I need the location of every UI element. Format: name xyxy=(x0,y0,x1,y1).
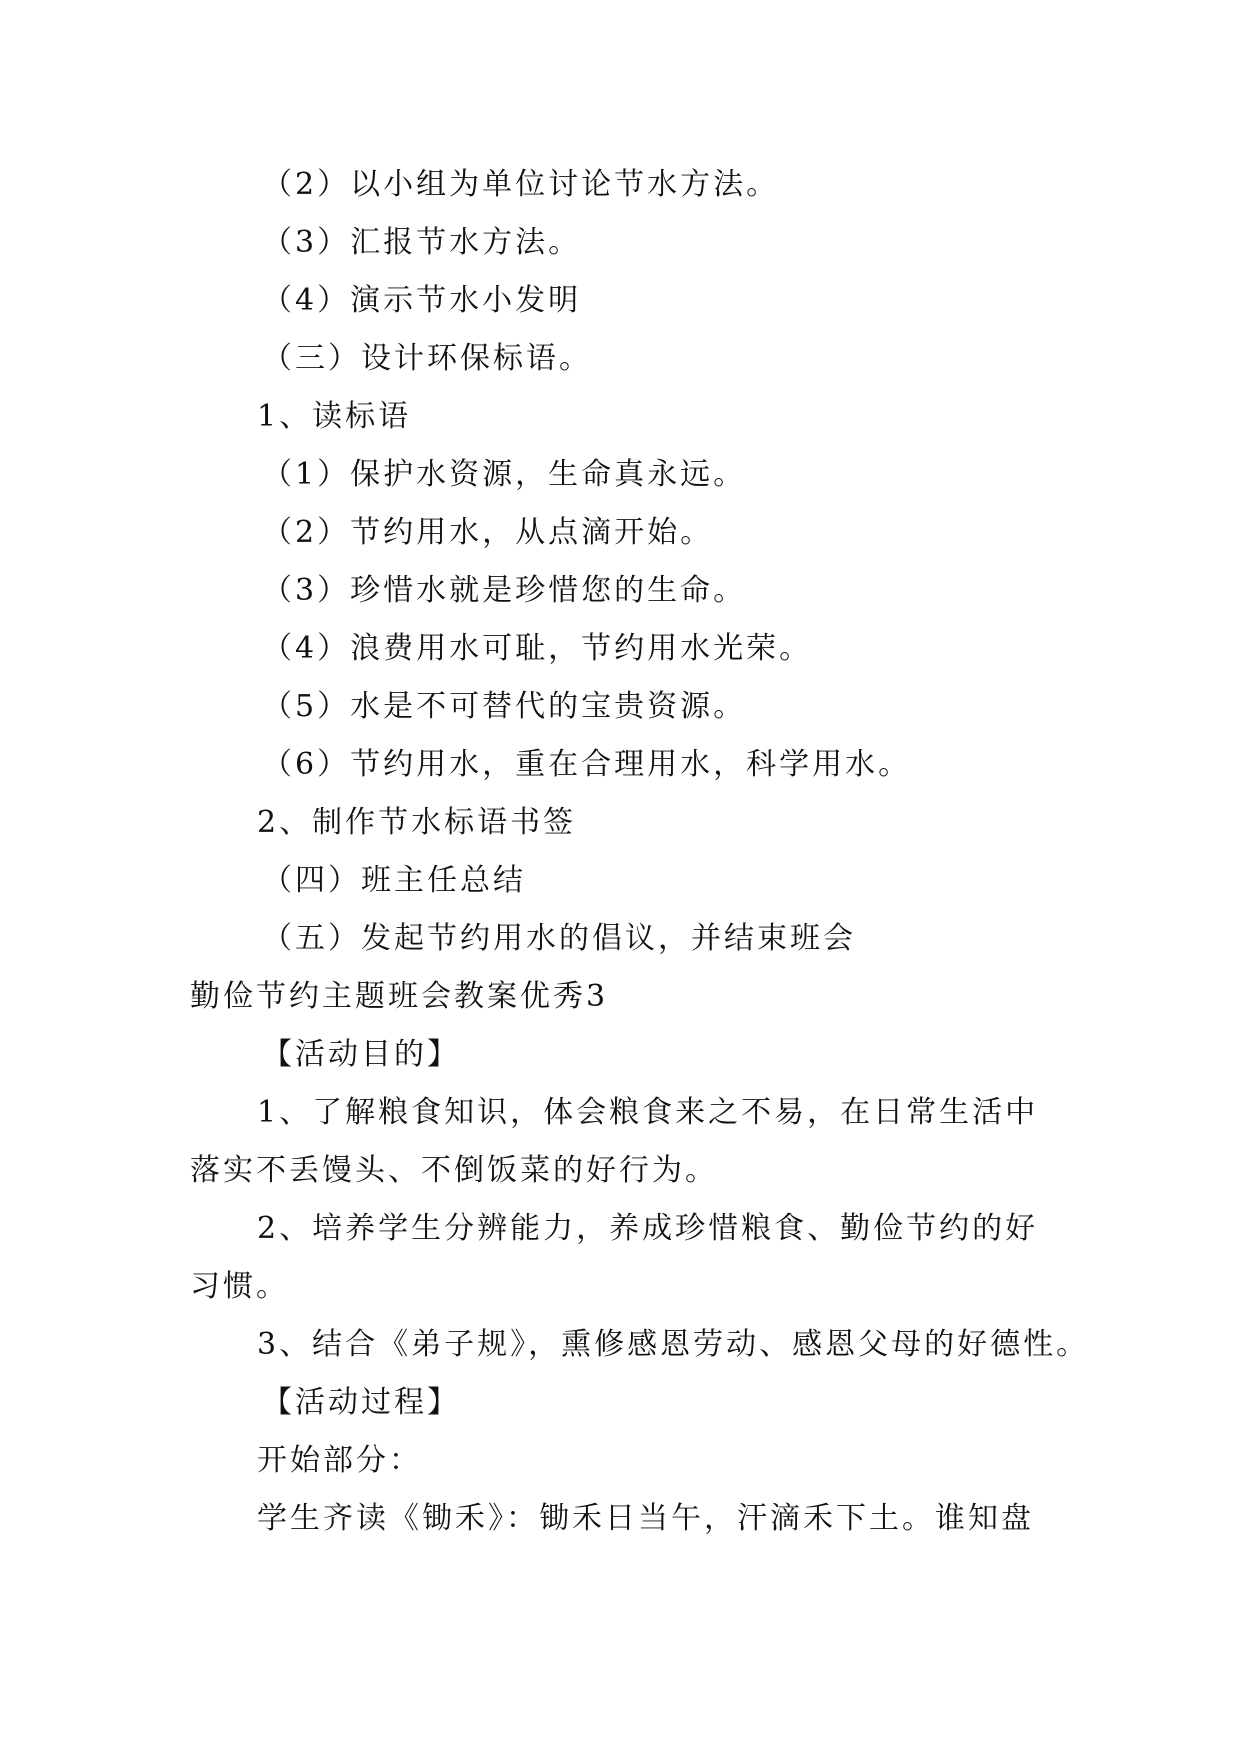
text-line: （6）节约用水，重在合理用水，科学用水。 xyxy=(262,747,912,782)
text-line: 2、培养学生分辨能力，养成珍惜粮食、勤俭节约的好 xyxy=(257,1211,1039,1246)
text-line: （2）节约用水，从点滴开始。 xyxy=(262,515,714,550)
text-line: （1）保护水资源，生命真永远。 xyxy=(262,457,747,492)
text-line: 学生齐读《锄禾》：锄禾日当午，汗滴禾下土。谁知盘 xyxy=(257,1501,1034,1536)
text-line: 【活动目的】 xyxy=(262,1037,460,1072)
text-line: 习惯。 xyxy=(190,1269,289,1304)
text-line: （四）班主任总结 xyxy=(262,863,526,898)
text-line: （3）汇报节水方法。 xyxy=(262,225,582,260)
text-line: （4）演示节水小发明 xyxy=(262,283,582,318)
text-line: 1、读标语 xyxy=(257,399,412,434)
text-line: 2、制作节水标语书签 xyxy=(257,805,577,840)
text-line: 开始部分： xyxy=(257,1443,422,1478)
text-line: （三）设计环保标语。 xyxy=(262,341,592,376)
text-line: 3、结合《弟子规》，熏修感恩劳动、感恩父母的好德性。 xyxy=(257,1327,1090,1362)
text-line: （4）浪费用水可耻，节约用水光荣。 xyxy=(262,631,813,666)
text-line: 【活动过程】 xyxy=(262,1385,460,1420)
text-line: （五）发起节约用水的倡议，并结束班会 xyxy=(262,921,856,956)
text-line: 落实不丢馒头、不倒饭菜的好行为。 xyxy=(190,1153,718,1188)
text-line: （2）以小组为单位讨论节水方法。 xyxy=(262,167,780,202)
text-line: 1、了解粮食知识，体会粮食来之不易，在日常生活中 xyxy=(257,1095,1039,1130)
section-heading: 勤俭节约主题班会教案优秀3 xyxy=(190,979,609,1014)
text-line: （5）水是不可替代的宝贵资源。 xyxy=(262,689,747,724)
text-line: （3）珍惜水就是珍惜您的生命。 xyxy=(262,573,747,608)
